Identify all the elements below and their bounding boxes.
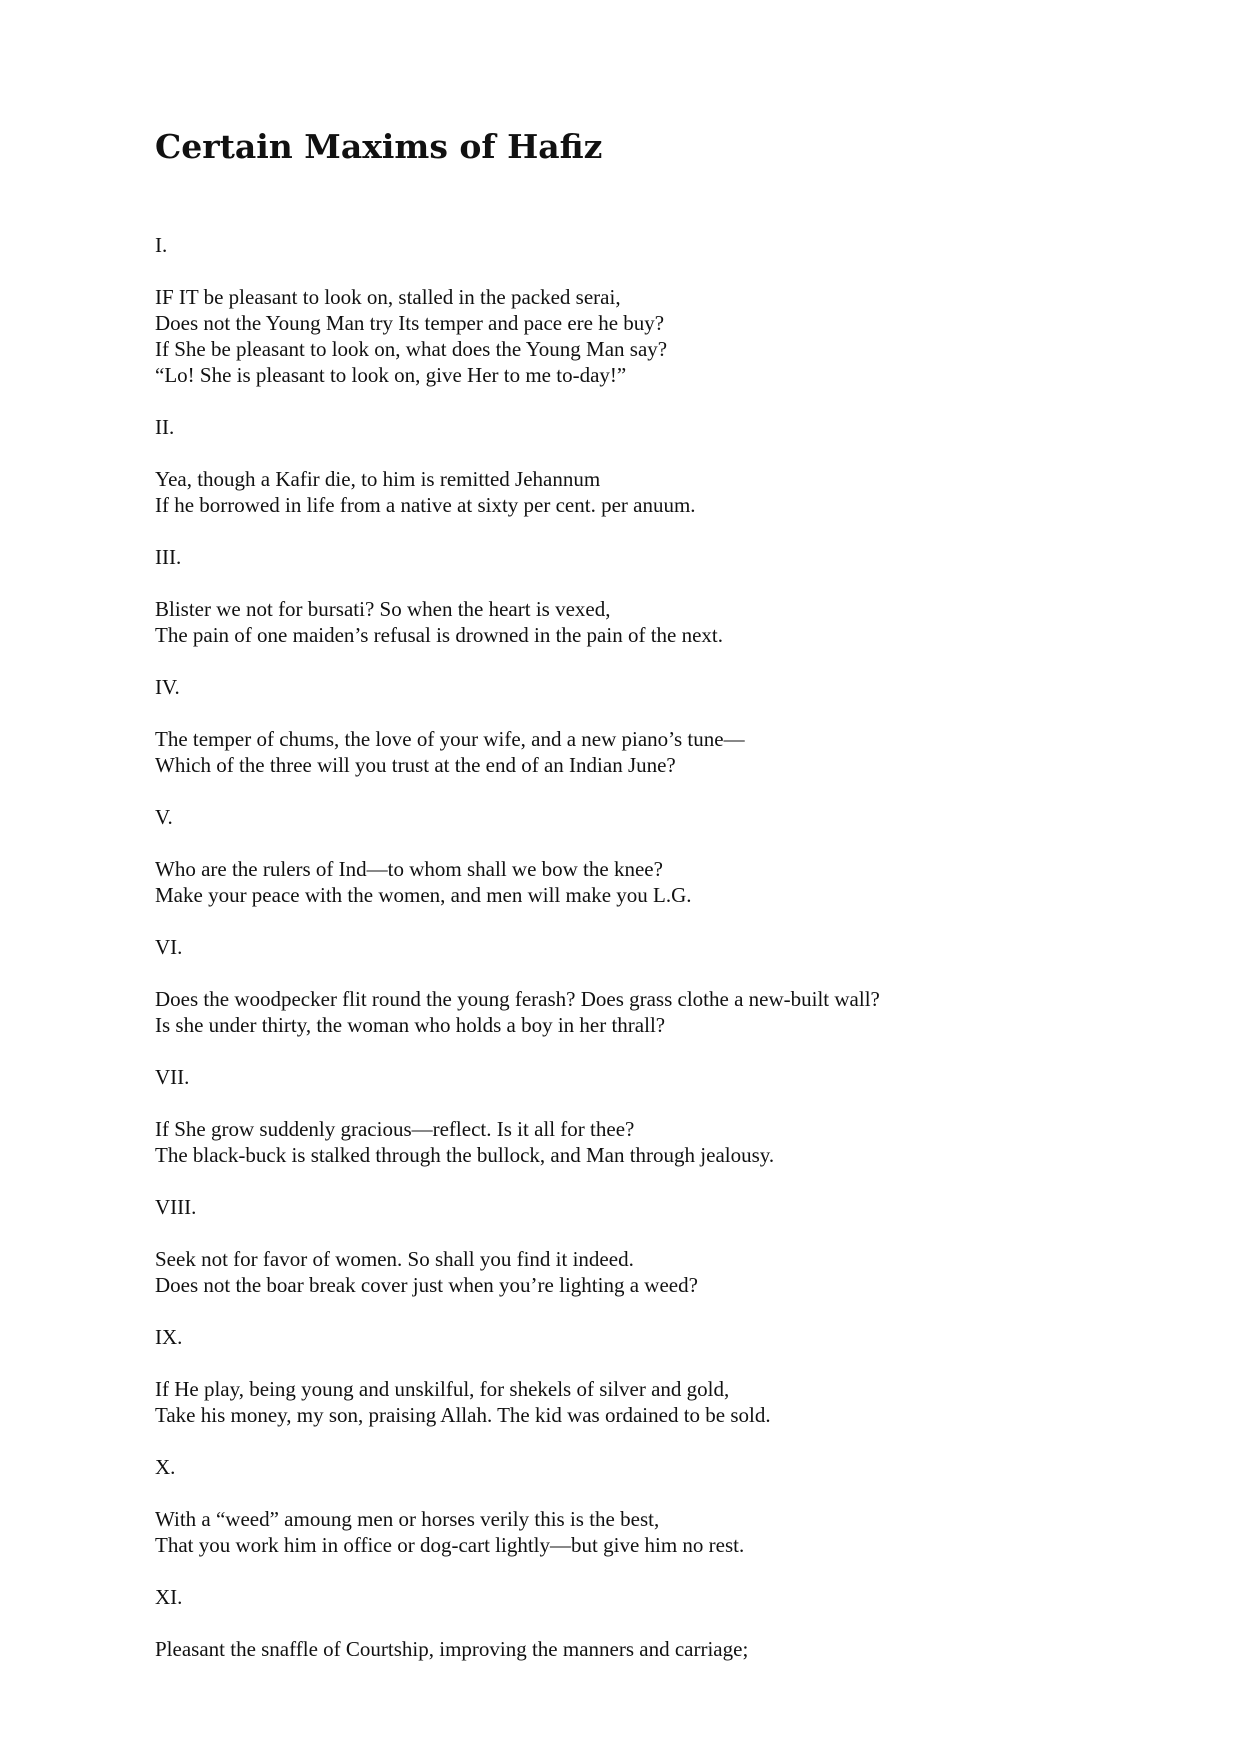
verse-stanza xyxy=(155,1246,1175,1298)
verse-line: The temper of chums, the love of your wife, and a new piano’s tune— xyxy=(155,727,745,751)
verse-line: If She be pleasant to look on, what does the Young Man say? xyxy=(155,337,668,361)
verse-line: Which of the three will you trust at the end of an Indian June? xyxy=(155,753,676,777)
verse-line: IF IT be pleasant to look on, stalled in the packed serai, xyxy=(155,285,621,309)
verse-line: If he borrowed in life from a native at sixty per cent. per anuum. xyxy=(155,493,696,517)
section-gap xyxy=(155,518,1175,544)
verse-line: Pleasant the snaffle of Courtship, improving the manners and carriage; xyxy=(155,1637,749,1661)
verse-line: Seek not for favor of women. So shall you find it indeed. xyxy=(155,1247,634,1271)
verse-stanza xyxy=(155,466,1175,518)
verse-line: Who are the rulers of Ind—to whom shall we bow the knee? xyxy=(155,857,663,881)
section-gap xyxy=(155,700,1175,726)
verse-stanza xyxy=(155,1506,1175,1558)
section-numeral: X. xyxy=(155,1455,176,1479)
verse-line: Blister we not for bursati? So when the heart is vexed, xyxy=(155,597,611,621)
section-gap xyxy=(155,1168,1175,1194)
verse-line: Yea, though a Kafir die, to him is remitted Jehannum xyxy=(155,467,601,491)
verse-stanza xyxy=(155,284,1175,388)
verse-line: If He play, being young and unskilful, for shekels of silver and gold, xyxy=(155,1377,730,1401)
section-numeral: VII. xyxy=(155,1065,190,1089)
verse-line: The black-buck is stalked through the bullock, and Man through jealousy. xyxy=(155,1143,775,1167)
verse-stanza xyxy=(155,726,1175,778)
verse-stanza xyxy=(155,596,1175,648)
section-gap xyxy=(155,1558,1175,1584)
section-numeral: II. xyxy=(155,415,175,439)
section-gap xyxy=(155,1090,1175,1116)
section-numeral: VI. xyxy=(155,935,183,959)
verse-line: Make your peace with the women, and men will make you L.G. xyxy=(155,883,692,907)
section-gap xyxy=(155,1480,1175,1506)
section-gap xyxy=(155,830,1175,856)
verse-stanza xyxy=(155,1116,1175,1168)
verse-stanza xyxy=(155,856,1175,908)
verse-stanza xyxy=(155,1636,1175,1662)
poem-body xyxy=(155,232,1175,1662)
section-numeral: III. xyxy=(155,545,182,569)
section-gap xyxy=(155,570,1175,596)
verse-line: Does the woodpecker flit round the young ferash? Does grass clothe a new-built wall? xyxy=(155,987,880,1011)
verse-stanza xyxy=(155,1376,1175,1428)
section-gap xyxy=(155,1610,1175,1636)
section-gap xyxy=(155,1298,1175,1324)
verse-line: Does not the boar break cover just when you’re lighting a weed? xyxy=(155,1273,698,1297)
verse-line: With a “weed” amoung men or horses verily this is the best, xyxy=(155,1507,660,1531)
section-gap xyxy=(155,1428,1175,1454)
section-gap xyxy=(155,1038,1175,1064)
verse-line: Take his money, my son, praising Allah. The kid was ordained to be sold. xyxy=(155,1403,771,1427)
verse-line: Is she under thirty, the woman who holds a boy in her thrall? xyxy=(155,1013,666,1037)
verse-line: The pain of one maiden’s refusal is drowned in the pain of the next. xyxy=(155,623,724,647)
verse-line: “Lo! She is pleasant to look on, give Her to me to-day!” xyxy=(155,363,627,387)
section-gap xyxy=(155,778,1175,804)
page-title: Certain Maxims of Hafiz xyxy=(155,127,603,166)
section-gap xyxy=(155,1350,1175,1376)
section-gap xyxy=(155,258,1175,284)
section-gap xyxy=(155,908,1175,934)
section-gap xyxy=(155,1220,1175,1246)
section-numeral: I. xyxy=(155,233,168,257)
section-gap xyxy=(155,960,1175,986)
verse-line: If She grow suddenly gracious—reflect. Is it all for thee? xyxy=(155,1117,635,1141)
verse-line: Does not the Young Man try Its temper and pace ere he buy? xyxy=(155,311,665,335)
section-gap xyxy=(155,440,1175,466)
section-numeral: VIII. xyxy=(155,1195,197,1219)
section-numeral: IV. xyxy=(155,675,180,699)
section-numeral: IX. xyxy=(155,1325,183,1349)
section-numeral: XI. xyxy=(155,1585,183,1609)
verse-stanza xyxy=(155,986,1175,1038)
section-gap xyxy=(155,388,1175,414)
verse-line: That you work him in office or dog-cart lightly—but give him no rest. xyxy=(155,1533,745,1557)
section-gap xyxy=(155,648,1175,674)
section-numeral: V. xyxy=(155,805,173,829)
